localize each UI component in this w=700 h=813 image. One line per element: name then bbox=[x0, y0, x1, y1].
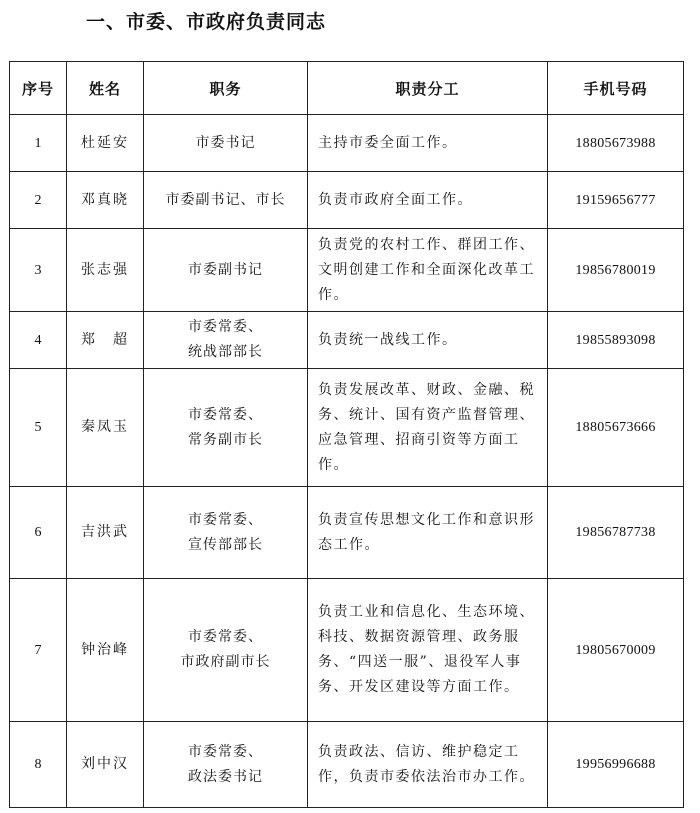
row-phone: 18805673988 bbox=[548, 115, 684, 172]
row-name: 吉洪武 bbox=[67, 487, 144, 579]
row-name: 刘中汉 bbox=[67, 722, 144, 808]
row-index: 6 bbox=[10, 487, 67, 579]
row-phone: 19856780019 bbox=[548, 229, 684, 312]
row-index: 3 bbox=[10, 229, 67, 312]
row-index: 8 bbox=[10, 722, 67, 808]
table-row bbox=[10, 115, 684, 172]
position-line: 市委常委、 bbox=[188, 743, 263, 760]
table-row bbox=[10, 229, 684, 312]
row-position bbox=[144, 722, 308, 808]
table-row bbox=[10, 369, 684, 487]
row-name: 张志强 bbox=[67, 229, 144, 312]
row-name: 杜延安 bbox=[67, 115, 144, 172]
row-duties: 负责宣传思想文化工作和意识形态工作。 bbox=[308, 487, 548, 579]
position-line: 常务副市长 bbox=[188, 431, 263, 448]
row-duties: 负责政法、信访、维护稳定工作，负责市委依法治市办工作。 bbox=[308, 722, 548, 808]
position-line: 市委常委、 bbox=[188, 511, 263, 528]
row-name: 钟治峰 bbox=[67, 579, 144, 722]
table-row bbox=[10, 722, 684, 808]
row-duties: 负责统一战线工作。 bbox=[308, 312, 548, 369]
position-line: 市委副书记 bbox=[188, 261, 263, 278]
row-phone: 19956996688 bbox=[548, 722, 684, 808]
row-phone: 18805673666 bbox=[548, 369, 684, 487]
section-title: 一、市委、市政府负责同志 bbox=[86, 11, 327, 33]
row-name: 郑 超 bbox=[67, 312, 144, 369]
row-duties: 负责工业和信息化、生态环境、科技、数据资源管理、政务服务、“四送一服”、退役军人事务、开发区建设等方面工作。 bbox=[308, 579, 548, 722]
position-line: 市政府副市长 bbox=[180, 654, 271, 670]
row-index: 4 bbox=[10, 312, 67, 369]
position-line: 市委副书记、市长 bbox=[165, 191, 286, 208]
position-line: 市委书记 bbox=[195, 134, 256, 151]
table-row bbox=[10, 312, 684, 369]
row-position bbox=[144, 312, 308, 369]
table-row bbox=[10, 487, 684, 579]
position-line: 市委常委、 bbox=[188, 319, 263, 335]
row-name: 秦凤玉 bbox=[67, 369, 144, 487]
row-position bbox=[144, 229, 308, 312]
row-position bbox=[144, 172, 308, 229]
table-row bbox=[10, 172, 684, 229]
row-duties: 负责发展改革、财政、金融、税务、统计、国有资产监督管理、应急管理、招商引资等方面工作。 bbox=[308, 369, 548, 487]
row-phone: 19159656777 bbox=[548, 172, 684, 229]
row-position bbox=[144, 115, 308, 172]
leaders-table bbox=[9, 61, 684, 808]
row-index: 2 bbox=[10, 172, 67, 229]
row-index: 5 bbox=[10, 369, 67, 487]
row-duties: 主持市委全面工作。 bbox=[308, 115, 548, 172]
row-phone: 19805670009 bbox=[548, 579, 684, 722]
position-line: 宣传部部长 bbox=[188, 536, 263, 553]
table-header-row bbox=[10, 62, 684, 115]
row-index: 7 bbox=[10, 579, 67, 722]
position-line: 市委常委、 bbox=[188, 406, 263, 423]
row-duties: 负责党的农村工作、群团工作、文明创建工作和全面深化改革工作。 bbox=[308, 229, 548, 312]
position-line: 市委常委、 bbox=[188, 629, 263, 645]
position-line: 统战部部长 bbox=[188, 344, 263, 360]
position-line: 政法委书记 bbox=[188, 768, 263, 785]
row-phone: 19855893098 bbox=[548, 312, 684, 369]
row-phone: 19856787738 bbox=[548, 487, 684, 579]
row-name: 邓真晓 bbox=[67, 172, 144, 229]
header-index: 序号 bbox=[10, 62, 67, 115]
header-duties: 职责分工 bbox=[308, 62, 548, 115]
header-name: 姓名 bbox=[67, 62, 144, 115]
table-row bbox=[10, 579, 684, 722]
header-position: 职务 bbox=[144, 62, 308, 115]
row-position bbox=[144, 369, 308, 487]
row-position bbox=[144, 579, 308, 722]
row-position bbox=[144, 487, 308, 579]
header-phone: 手机号码 bbox=[548, 62, 684, 115]
row-index: 1 bbox=[10, 115, 67, 172]
row-duties: 负责市政府全面工作。 bbox=[308, 172, 548, 229]
